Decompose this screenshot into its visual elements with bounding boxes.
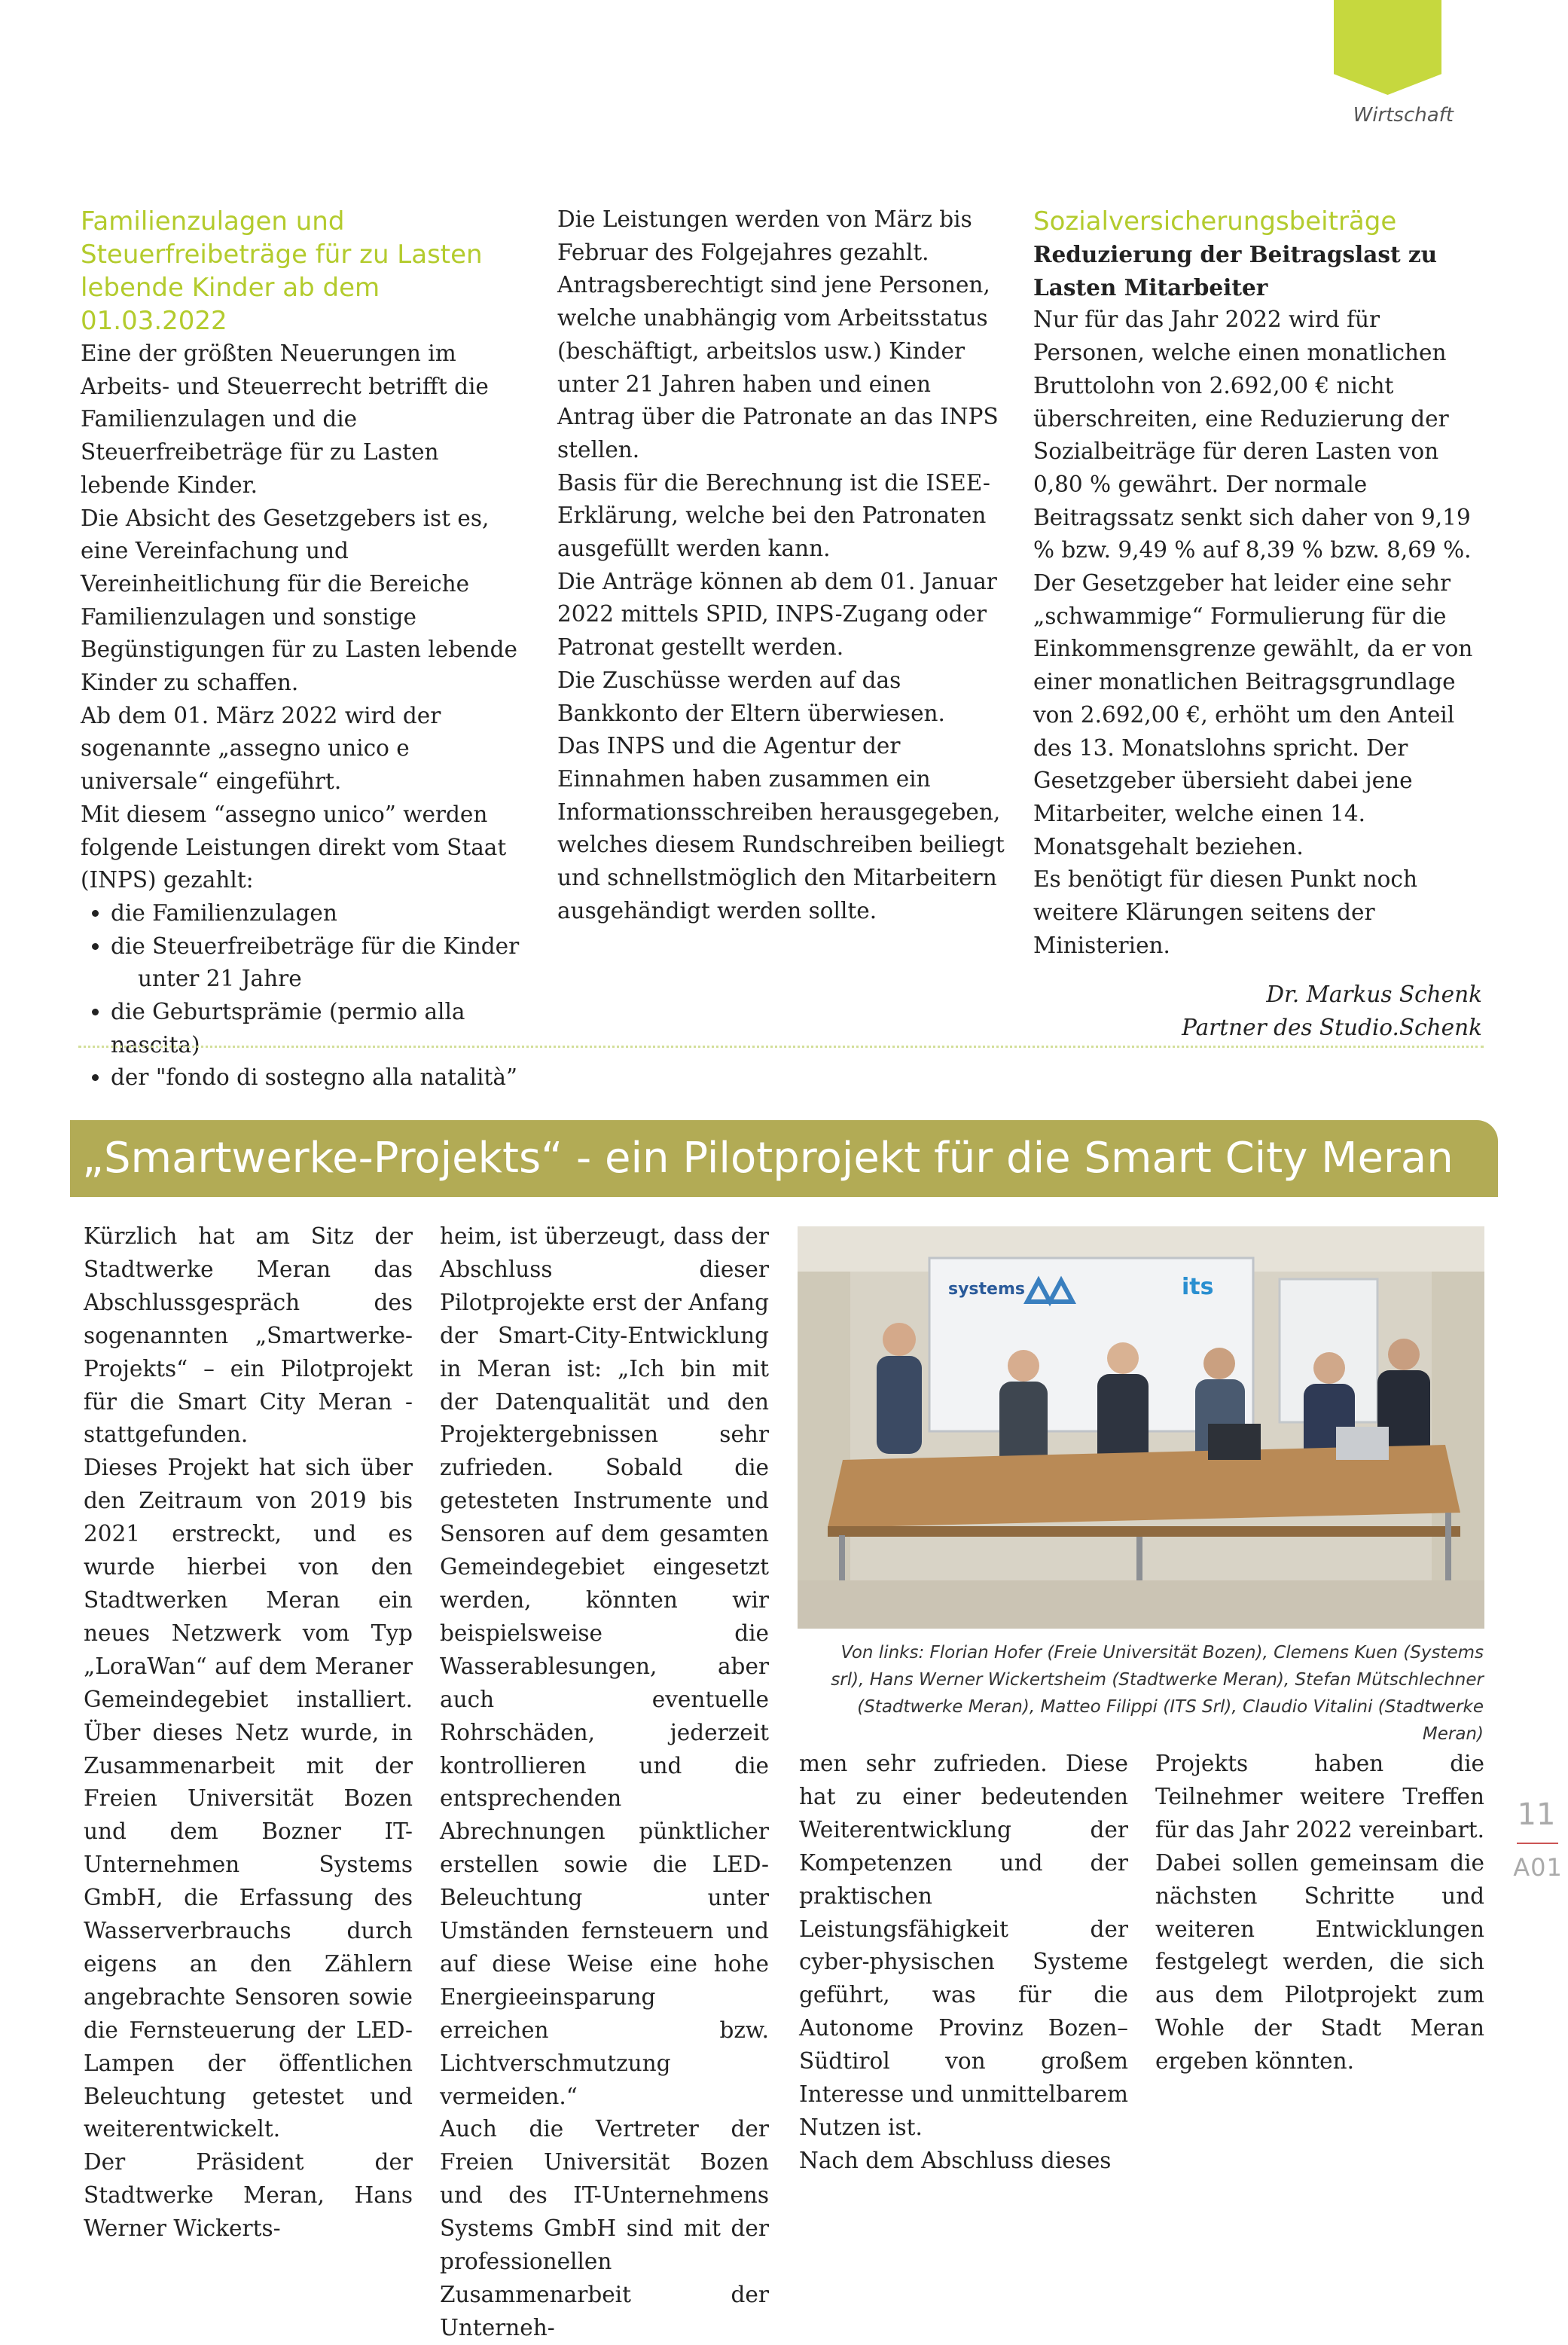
section-tab bbox=[1334, 0, 1441, 95]
article1-col3 bbox=[1033, 205, 1482, 1045]
page-number-rule bbox=[1517, 1843, 1558, 1844]
article1-subheading: Reduzierung der Beitragslast zu Lasten Mitarbeiter bbox=[1033, 241, 1438, 301]
paragraph: Antragsberechtigt sind jene Personen, welche unabhängig vom Arbeitsstatus (beschäftigt, arbeitslos usw.) Kinder unter 21 Jahren haben und einen Antrag über die Patronate an das INPS stellen. bbox=[557, 272, 999, 463]
list-item-continuation: unter 21 Jahre bbox=[138, 966, 302, 992]
article2-title: „Smartwerke-Projekts“ - ein Pilotprojekt für die Smart City Meran bbox=[82, 1134, 1454, 1183]
list-item: • die Familienzulagen bbox=[111, 897, 532, 930]
bullet-list bbox=[81, 897, 532, 1095]
paragraph: Ab dem 01. März 2022 wird der sogenannte „assegno unico e universale“ eingeführt. bbox=[81, 702, 441, 795]
article2-col1 bbox=[84, 1220, 413, 2246]
paragraph: Nach dem Abschluss dieses bbox=[799, 2147, 1112, 2173]
paragraph: Mit diesem “assegno unico” werden folgende Leistungen direkt vom Staat (INPS) gezahlt: bbox=[81, 801, 507, 893]
paragraph: Die Leistungen werden von März bis Februar des Folgejahres gezahlt. bbox=[557, 206, 972, 265]
paragraph: heim, ist überzeugt, dass der Abschluss dieser Pilotprojekte erst der Anfang der Smart-City-Entwicklung in Meran ist: „Ich bin mit der Datenqualität und den Projektergebnissen sehr zufrieden. Sobald die getesteten Instrumente und Sensoren auf dem gesamten Gemeindegebiet eingesetzt werden, könnten wir beispielsweise die Wasserablesungen, aber auch eventuelle Rohrschäden, jederzeit kontrollieren und die entsprechenden Abrechnungen pünktlicher erstellen sowie die LED-Beleuchtung unter Umständen fernsteuern und auf diese Weise eine hohe Energieeinsparung erreichen bzw. Lichtverschmutzung vermeiden.“ bbox=[440, 1223, 769, 2109]
screen-logo-text-2: its bbox=[1182, 1274, 1214, 1300]
section-divider bbox=[78, 1046, 1484, 1048]
meeting-photo bbox=[798, 1226, 1484, 1629]
list-item: • die Steuerfreibeträge für die Kinder bbox=[111, 930, 532, 963]
paragraph: Kürzlich hat am Sitz der Stadtwerke Meran das Abschlussgespräch des sogenannten „Smartwerke-Projekts“ – ein Pilotprojekt für die Smart City Meran - stattgefunden. bbox=[84, 1223, 413, 1448]
paragraph: Der Präsident der Stadtwerke Meran, Hans Werner Wickerts- bbox=[84, 2149, 413, 2242]
article2-col3 bbox=[799, 1748, 1128, 2178]
paragraph: Auch die Vertreter der Freien Universität Bozen und des IT-Unternehmens Systems GmbH sind mit der professionellen Zusammenarbeit der Unterneh- bbox=[440, 2116, 769, 2340]
page-code: A01 bbox=[1513, 1853, 1563, 1882]
author-role: Partner des Studio.Schenk bbox=[1182, 1015, 1482, 1041]
page-number: 11 bbox=[1517, 1797, 1556, 1832]
paragraph: Die Zuschüsse werden auf das Bankkonto der Eltern überwiesen. bbox=[557, 667, 945, 726]
paragraph: Die Anträge können ab dem 01. Januar 2022 mittels SPID, INPS-Zugang oder Patronat gestellt werden. bbox=[557, 568, 997, 661]
paragraph: Projekts haben die Teilnehmer weitere Treffen für das Jahr 2022 vereinbart. Dabei sollen gemeinsam die nächsten Schritte und weiteren Entwicklungen festgelegt werden, die sich aus dem Pilotprojekt zum Wohle der Stadt Meran ergeben könnten. bbox=[1155, 1751, 1484, 2075]
article1-col1 bbox=[81, 205, 532, 1095]
photo-caption: Von links: Florian Hofer (Freie Universität Bozen), Clemens Kuen (Systems srl), Hans Werner Wickertsheim (Stadtwerke Meran), Stefan Mütschlechner (Stadtwerke Meran), Matteo Filippi (ITS Srl), Claudio Vitalini (Stadtwerke Meran) bbox=[831, 1643, 1484, 1744]
paragraph: Nur für das Jahr 2022 wird für Personen, welche einen monatlichen Bruttolohn von 2.692,00 € nicht überschreiten, eine Reduzierung der Sozialbeiträge für deren Lasten von 0,80 % gewährt. Der normale Beitragssatz senkt sich daher von 9,19 % bzw. 9,49 % auf 8,39 % bzw. 8,69 %. bbox=[1033, 307, 1472, 563]
screen-logo-text: systems bbox=[948, 1280, 1025, 1299]
paragraph: Es benötigt für diesen Punkt noch weitere Klärungen seitens der Ministerien. bbox=[1033, 866, 1417, 958]
article1-col3-heading: Sozialversicherungsbeiträge bbox=[1033, 206, 1397, 237]
list-item: • der "fondo di sostegno alla natalità” bbox=[111, 1061, 532, 1095]
article1-heading: Familienzulagen und Steuerfreibeträge für zu Lasten lebende Kinder ab dem 01.03.2022 bbox=[81, 206, 483, 336]
paragraph: Dieses Projekt hat sich über den Zeitraum von 2019 bis 2021 erstreckt, und es wurde hierbei von den Stadtwerken Meran ein neues Netzwerk vom Typ „LoraWan“ auf dem Meraner Gemeindegebiet installiert. Über dieses Netz wurde, in Zusammenarbeit mit der Freien Universität Bozen und dem Bozner IT-Unternehmen Systems GmbH, die Erfassung des Wasserverbrauchs durch eigens an den Zählern angebrachte Sensoren sowie die Fernsteuerung der LED-Lampen der öffentlichen Beleuchtung getestet und weiterentwickelt. bbox=[84, 1455, 413, 2142]
section-label: Wirtschaft bbox=[1353, 104, 1454, 127]
paragraph: Der Gesetzgeber hat leider eine sehr „schwammige“ Formulierung für die Einkommensgrenze gewählt, da er von einer monatlichen Beitragsgrundlage von 2.692,00 €, erhöht um den Anteil des 13. Monatslohns spricht. Der Gesetzgeber übersieht dabei jene Mitarbeiter, welche einen 14. Monatsgehalt beziehen. bbox=[1033, 570, 1473, 860]
article2-col4 bbox=[1155, 1748, 1484, 2078]
paragraph: Eine der größten Neuerungen im Arbeits- und Steuerrecht betrifft die Familienzulagen und die Steuerfreibeträge für zu Lasten lebende Kinder. bbox=[81, 340, 489, 498]
paragraph: Das INPS und die Agentur der Einnahmen haben zusammen ein Informationsschreiben herausgegeben, welches diesem Rundschreiben beiliegt und schnellstmöglich den Mitarbeitern ausgehändigt werden sollte. bbox=[557, 733, 1005, 924]
article2-banner bbox=[70, 1120, 1498, 1197]
author-name: Dr. Markus Schenk bbox=[1266, 982, 1482, 1008]
article2-col2 bbox=[440, 1220, 769, 2345]
list-item: • die Geburtsprämie (permio alla nascita) bbox=[111, 996, 532, 1061]
article1-col2 bbox=[557, 203, 1005, 927]
meeting-photo-illustration bbox=[798, 1226, 1484, 1629]
paragraph: Die Absicht des Gesetzgebers ist es, eine Vereinfachung und Vereinheitlichung für die Bereiche Familienzulagen und sonstige Begünstigungen für zu Lasten lebende Kinder zu schaffen. bbox=[81, 505, 517, 696]
paragraph: Basis für die Berechnung ist die ISEE-Erklärung, welche bei den Patronaten ausgefüllt werden kann. bbox=[557, 469, 990, 562]
paragraph: men sehr zufrieden. Diese hat zu einer bedeutenden Weiterentwicklung der Kompetenzen und der praktischen Leistungsfähigkeit der cyber-physischen Systeme geführt, was für die Autonome Provinz Bozen–Südtirol von großem Interesse und unmittelbarem Nutzen ist. bbox=[799, 1751, 1128, 2140]
